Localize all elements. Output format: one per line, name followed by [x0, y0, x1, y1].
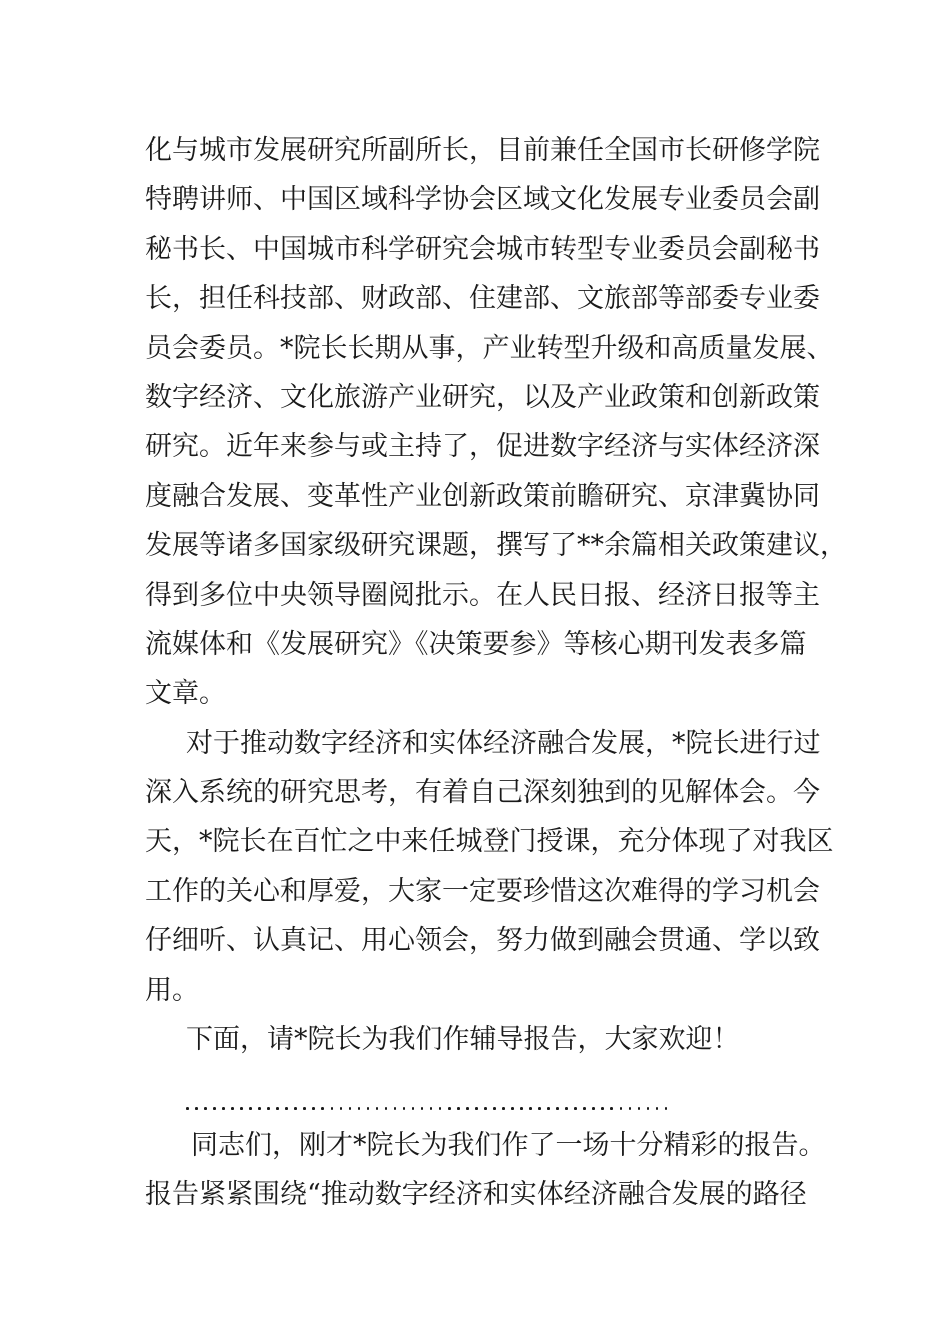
text-line: 得到多位中央领导圈阅批示。在人民日报、经济日报等主	[145, 579, 820, 611]
separator-dot	[222, 1107, 225, 1110]
separator-dot	[312, 1107, 315, 1110]
text-line: 对于推动数字经济和实体经济融合发展，*院长进行过	[186, 727, 821, 759]
text-line: 仔细听、认真记、用心领会，努力做到融会贯通、学以致	[145, 925, 820, 957]
separator-dot	[394, 1107, 397, 1110]
separator-dot	[448, 1107, 451, 1110]
text-line: 化与城市发展研究所副所长，目前兼任全国市长研修学院	[145, 135, 820, 166]
separator-dot	[285, 1107, 288, 1110]
separator-dot	[349, 1107, 352, 1110]
separator-dot	[430, 1107, 433, 1110]
separator-dot	[520, 1107, 523, 1110]
separator-dot	[565, 1107, 568, 1110]
separator-dot	[620, 1107, 623, 1110]
separator-dot	[475, 1107, 478, 1110]
section-separator-dots	[186, 1088, 668, 1110]
text-line: 数字经济、文化旅游产业研究，以及产业政策和创新政策	[145, 381, 820, 413]
separator-dot	[538, 1107, 541, 1110]
separator-dot	[213, 1107, 216, 1110]
separator-dot	[294, 1107, 297, 1110]
separator-dot	[439, 1107, 442, 1110]
separator-dot	[276, 1107, 279, 1110]
text-line: 研究。近年来参与或主持了，促进数字经济与实体经济深	[145, 431, 820, 463]
separator-dot	[376, 1107, 379, 1110]
text-line: 发展等诸多国家级研究课题，撰写了**余篇相关政策建议，	[145, 530, 847, 562]
separator-dot	[493, 1107, 496, 1110]
separator-dot	[592, 1107, 595, 1110]
separator-dot	[466, 1107, 469, 1110]
separator-dot	[186, 1107, 189, 1110]
separator-dot	[249, 1107, 252, 1110]
separator-dot	[502, 1107, 505, 1110]
separator-dot	[358, 1107, 361, 1110]
separator-dot	[321, 1107, 324, 1110]
separator-dot	[647, 1107, 650, 1110]
separator-dot	[610, 1107, 613, 1110]
separator-dot	[601, 1107, 604, 1110]
text-line: 特聘讲师、中国区域科学协会区域文化发展专业委员会副	[145, 184, 820, 216]
separator-dot	[303, 1107, 306, 1110]
text-line: 长，担任科技部、财政部、住建部、文旅部等部委专业委	[145, 283, 820, 315]
separator-dot	[665, 1107, 668, 1110]
separator-dot	[484, 1107, 487, 1110]
separator-dot	[258, 1107, 261, 1110]
text-line: 深入系统的研究思考，有着自己深刻独到的见解体会。今	[145, 777, 820, 809]
body-text-bottom	[145, 1121, 825, 1220]
text-line: 文章。	[145, 678, 226, 710]
separator-dot	[367, 1107, 370, 1110]
separator-dot	[231, 1107, 234, 1110]
separator-dot	[331, 1107, 334, 1110]
separator-dot	[574, 1107, 577, 1110]
separator-dot	[638, 1107, 641, 1110]
separator-dot	[204, 1107, 207, 1110]
separator-dot	[656, 1107, 659, 1110]
separator-dot	[240, 1107, 243, 1110]
separator-dot	[556, 1107, 559, 1110]
text-line: 度融合发展、变革性产业创新政策前瞻研究、京津冀协同	[145, 480, 820, 512]
separator-dot	[629, 1107, 632, 1110]
separator-dot	[412, 1107, 415, 1110]
separator-dot	[267, 1107, 270, 1110]
text-line: 下面，请*院长为我们作辅导报告，大家欢迎！	[186, 1024, 740, 1056]
separator-dot	[421, 1107, 424, 1110]
separator-dot	[583, 1107, 586, 1110]
separator-dot	[457, 1107, 460, 1110]
separator-dot	[385, 1107, 388, 1110]
separator-dot	[195, 1107, 198, 1110]
text-line: 天，*院长在百忙之中来任城登门授课，充分体现了对我区	[145, 826, 834, 858]
text-line: 用。	[145, 974, 199, 1006]
separator-dot	[403, 1107, 406, 1110]
text-line: 秘书长、中国城市科学研究会城市转型专业委员会副秘书	[145, 233, 820, 265]
separator-dot	[529, 1107, 532, 1110]
text-line: 报告紧紧围绕“推动数字经济和实体经济融合发展的路径	[145, 1179, 807, 1211]
separator-dot	[340, 1107, 343, 1110]
separator-dot	[511, 1107, 514, 1110]
separator-dot	[547, 1107, 550, 1110]
text-line: 工作的关心和厚爱，大家一定要珍惜这次难得的学习机会	[145, 875, 820, 907]
text-line: 同志们，刚才*院长为我们作了一场十分精彩的报告。	[191, 1130, 826, 1161]
text-line: 流媒体和《发展研究》《决策要参》等核心期刊发表多篇	[145, 628, 807, 660]
text-line: 员会委员。*院长长期从事，产业转型升级和高质量发展、	[145, 332, 834, 364]
body-text-top	[145, 126, 847, 1064]
